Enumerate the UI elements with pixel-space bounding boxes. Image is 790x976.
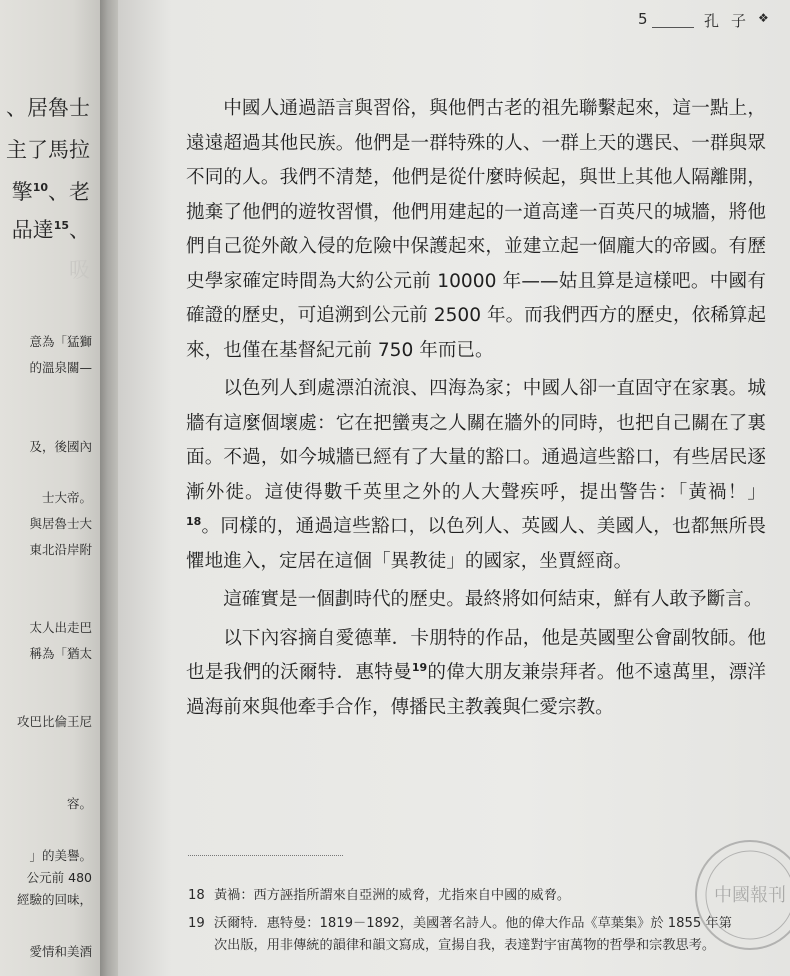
- left-note-line: 與居魯士大: [29, 516, 92, 531]
- paragraph: 中國人通過語言與習俗，與他們古老的祖先聯繫起來，這一點上，遠遠超過其他民族。他們是一群特殊的人、一群上天的選民、一群與眾不同的人。我們不清楚，他們是從什麼時候起，與世上其他人隔離開，拋棄了他們的遊牧習慣，他們用建起的一道高達一百英尺的城牆，將他們自己從外敵入侵的危險中保護起來，並建立起一個龐大的帝國。有歷史學家確定時間為大約公元前 10000 年——姑且算是這樣吧。中國有確證的歷史，可追溯到公元前 2500 年。而我們西方的歷史，依稀算起來，也僅在基督紀元前 750 年而已。: [186, 98, 766, 361]
- left-note-line: 經驗的回味，: [16, 892, 92, 907]
- left-facing-page: [0, 0, 104, 976]
- left-note-line: 容。: [66, 796, 92, 811]
- left-text-line: 擎$^{10}$、老: [11, 180, 90, 204]
- left-note-line: 攻巴比倫王尼: [16, 714, 92, 729]
- footnote: [188, 914, 748, 934]
- left-note-line: 公元前 480: [26, 870, 92, 885]
- footnote: [188, 886, 748, 906]
- left-note-line: 愛情和美酒: [29, 944, 92, 959]
- header-rule: [652, 27, 694, 28]
- paragraph: 以色列人到處漂泊流浪、四海為家；中國人卻一直固守在家裏。城牆有這麼個壞處：它在把蠻夷之人關在牆外的同時，也把自己關在了裏面。不過，如今城牆已經有了大量的豁口。通過這些豁口，有些居民逐漸外徙。這使得數千英里之外的人大聲疾呼，提出警告：「黃禍！」$^{18}$。同樣的，通過這些豁口，以色列人、英國人、美國人，也都無所畏懼地進入，定居在這個「異教徒」的國家，坐賈經商。: [186, 378, 766, 572]
- left-note-line: 士大帝。: [41, 490, 92, 505]
- footnote-text: 次出版，用非傳統的韻律和韻文寫成，宣揚自我，表達對宇宙萬物的哲學和宗教思考。: [214, 938, 716, 953]
- left-text-line: 品達$^{15}$、: [11, 218, 90, 242]
- footnote-number: 19: [188, 916, 205, 931]
- footnote-ref: 18: [186, 514, 202, 528]
- left-note-line: 意為「猛獅: [29, 334, 92, 349]
- left-note-line: 的溫泉關—: [29, 360, 92, 375]
- left-note-line: 太人出走巴: [29, 620, 92, 635]
- left-text-line: 、居魯士: [6, 96, 90, 120]
- footnote-divider: [188, 855, 343, 856]
- page-number: 5: [638, 10, 648, 28]
- stamp-text: 中國報刊: [714, 885, 786, 906]
- footnote-text: 黃禍：西方誣指所謂來自亞洲的威脅，尤指來自中國的威脅。: [214, 888, 571, 903]
- left-note-line: 東北沿岸附: [29, 542, 92, 557]
- ornament-icon: ❖: [758, 11, 769, 25]
- left-note-line: 及，後國內: [29, 439, 92, 454]
- left-text-line-faint: 吸: [69, 258, 90, 282]
- footnote-ref: 19: [411, 660, 428, 674]
- paragraph: 這確實是一個劃時代的歷史。最終將如何結束，鮮有人敢予斷言。: [223, 589, 763, 610]
- footnote: [188, 936, 748, 956]
- main-body-text: [186, 92, 766, 729]
- right-page: [118, 0, 790, 976]
- paragraph: 以下內容摘自愛德華．卡朋特的作品，他是英國聖公會副牧師。他也是我們的沃爾特．惠特曼$^{19}$的偉大朋友兼崇拜者。他不遠萬里，漂洋過海前來與他牽手合作，傳播民主教義與仁愛宗教。: [186, 627, 766, 718]
- left-note-line: 稱為「猶太: [29, 646, 92, 661]
- left-note-line: 」的美譽。: [29, 848, 92, 863]
- footnote-text: 沃爾特．惠特曼：1819－1892，美國著名詩人。他的偉大作品《草葉集》於 1855 年第: [214, 916, 732, 931]
- chapter-title: 孔子: [704, 12, 759, 30]
- footnote-number: 18: [188, 888, 205, 903]
- left-text-line: 主了馬拉: [6, 138, 90, 162]
